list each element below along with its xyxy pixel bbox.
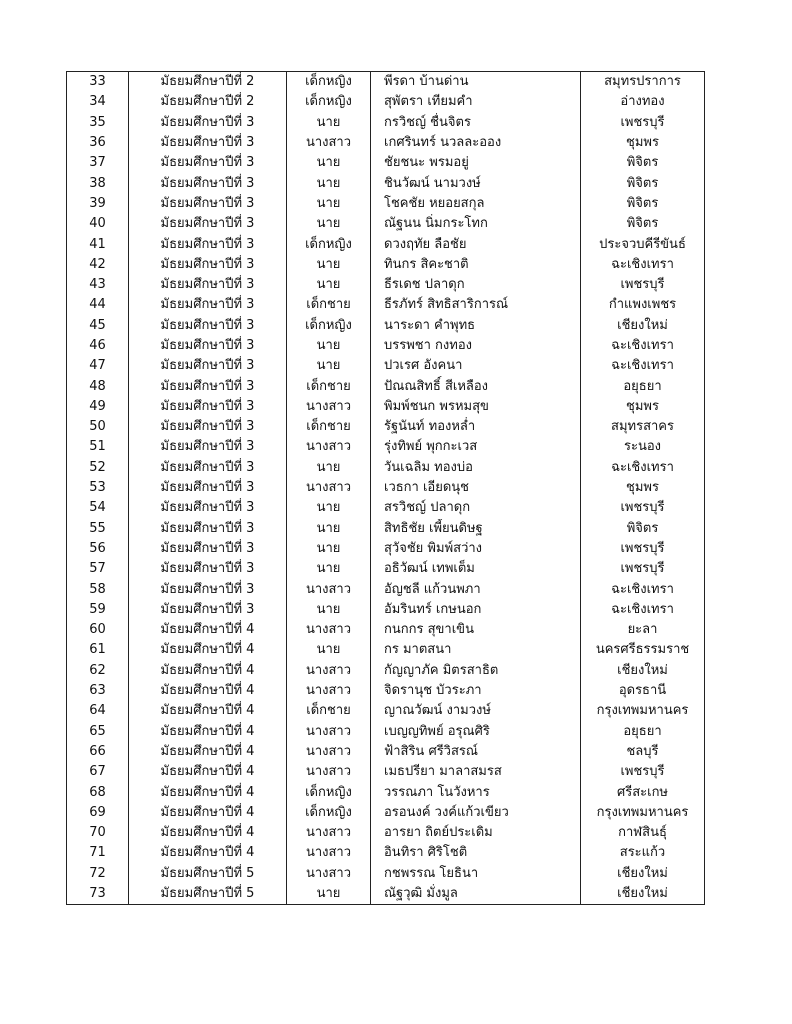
province-cell: สมุทรปราการ (581, 72, 705, 93)
province-cell: พิจิตร (581, 173, 705, 193)
table-row (67, 316, 705, 336)
full-name-cell: ณัฐวุฒิ มั่งมูล (371, 884, 581, 905)
province-cell: ประจวบคีรีขันธ์ (581, 234, 705, 254)
table-row (67, 458, 705, 478)
row-number-cell: 37 (67, 153, 129, 173)
grade-level-cell: มัธยมศึกษาปีที่ 3 (129, 397, 287, 417)
province-cell: กำแพงเพชร (581, 295, 705, 315)
province-cell: กรุงเทพมหานคร (581, 803, 705, 823)
grade-level-cell: มัธยมศึกษาปีที่ 4 (129, 782, 287, 802)
row-number-cell: 42 (67, 255, 129, 275)
name-title-cell: นาย (287, 559, 371, 579)
name-title-cell: นาย (287, 214, 371, 234)
name-title-cell: เด็กหญิง (287, 316, 371, 336)
name-title-cell: นาย (287, 600, 371, 620)
grade-level-cell: มัธยมศึกษาปีที่ 4 (129, 661, 287, 681)
row-number-cell: 56 (67, 539, 129, 559)
grade-level-cell: มัธยมศึกษาปีที่ 3 (129, 336, 287, 356)
name-title-cell: เด็กชาย (287, 295, 371, 315)
grade-level-cell: มัธยมศึกษาปีที่ 5 (129, 864, 287, 884)
name-title-cell: เด็กหญิง (287, 803, 371, 823)
name-title-cell: นางสาว (287, 742, 371, 762)
full-name-cell: อัมรินทร์ เกษนอก (371, 600, 581, 620)
row-number-cell: 67 (67, 762, 129, 782)
row-number-cell: 49 (67, 397, 129, 417)
row-number-cell: 48 (67, 376, 129, 396)
grade-level-cell: มัธยมศึกษาปีที่ 3 (129, 113, 287, 133)
row-number-cell: 65 (67, 722, 129, 742)
row-number-cell: 41 (67, 234, 129, 254)
full-name-cell: กนกกร สุขาเขิน (371, 620, 581, 640)
province-cell: สมุทรสาคร (581, 417, 705, 437)
participant-table-body (67, 72, 705, 905)
table-row (67, 498, 705, 518)
table-row (67, 823, 705, 843)
name-title-cell: นาย (287, 153, 371, 173)
table-row (67, 539, 705, 559)
row-number-cell: 66 (67, 742, 129, 762)
grade-level-cell: มัธยมศึกษาปีที่ 3 (129, 295, 287, 315)
row-number-cell: 36 (67, 133, 129, 153)
row-number-cell: 43 (67, 275, 129, 295)
province-cell: เพชรบุรี (581, 275, 705, 295)
full-name-cell: รัฐนันท์ ทองหล่ำ (371, 417, 581, 437)
full-name-cell: เบญญทิพย์ อรุณศิริ (371, 722, 581, 742)
province-cell: ยะลา (581, 620, 705, 640)
province-cell: ศรีสะเกษ (581, 782, 705, 802)
table-row (67, 336, 705, 356)
province-cell: ชุมพร (581, 133, 705, 153)
province-cell: อยุธยา (581, 376, 705, 396)
table-row (67, 661, 705, 681)
name-title-cell: นาย (287, 498, 371, 518)
table-row (67, 600, 705, 620)
table-row (67, 397, 705, 417)
province-cell: สระแก้ว (581, 843, 705, 863)
grade-level-cell: มัธยมศึกษาปีที่ 4 (129, 762, 287, 782)
full-name-cell: ญาณวัฒน์ งามวงษ์ (371, 701, 581, 721)
grade-level-cell: มัธยมศึกษาปีที่ 5 (129, 884, 287, 905)
province-cell: เพชรบุรี (581, 559, 705, 579)
table-row (67, 701, 705, 721)
grade-level-cell: มัธยมศึกษาปีที่ 3 (129, 478, 287, 498)
row-number-cell: 57 (67, 559, 129, 579)
row-number-cell: 53 (67, 478, 129, 498)
row-number-cell: 60 (67, 620, 129, 640)
row-number-cell: 34 (67, 92, 129, 112)
name-title-cell: เด็กหญิง (287, 72, 371, 93)
full-name-cell: ธีรภัทร์ สิทธิสาริการณ์ (371, 295, 581, 315)
row-number-cell: 71 (67, 843, 129, 863)
full-name-cell: สุพัตรา เทียมคำ (371, 92, 581, 112)
grade-level-cell: มัธยมศึกษาปีที่ 3 (129, 417, 287, 437)
name-title-cell: นาย (287, 458, 371, 478)
province-cell: เชียงใหม่ (581, 884, 705, 905)
province-cell: เชียงใหม่ (581, 316, 705, 336)
full-name-cell: พิมพ์ชนก พรหมสุข (371, 397, 581, 417)
province-cell: อยุธยา (581, 722, 705, 742)
full-name-cell: อรอนงค์ วงค์แก้วเขียว (371, 803, 581, 823)
grade-level-cell: มัธยมศึกษาปีที่ 4 (129, 620, 287, 640)
full-name-cell: โชคชัย หยอยสกุล (371, 194, 581, 214)
grade-level-cell: มัธยมศึกษาปีที่ 3 (129, 539, 287, 559)
table-row (67, 742, 705, 762)
name-title-cell: เด็กชาย (287, 376, 371, 396)
grade-level-cell: มัธยมศึกษาปีที่ 3 (129, 133, 287, 153)
table-row (67, 173, 705, 193)
grade-level-cell: มัธยมศึกษาปีที่ 4 (129, 722, 287, 742)
full-name-cell: ชัยชนะ พรมอยู่ (371, 153, 581, 173)
province-cell: เชียงใหม่ (581, 864, 705, 884)
name-title-cell: เด็กชาย (287, 701, 371, 721)
name-title-cell: นางสาว (287, 478, 371, 498)
row-number-cell: 63 (67, 681, 129, 701)
full-name-cell: พีรดา บ้านด่าน (371, 72, 581, 93)
name-title-cell: นาย (287, 539, 371, 559)
name-title-cell: นาย (287, 275, 371, 295)
row-number-cell: 33 (67, 72, 129, 93)
grade-level-cell: มัธยมศึกษาปีที่ 3 (129, 173, 287, 193)
name-title-cell: นางสาว (287, 823, 371, 843)
province-cell: เพชรบุรี (581, 762, 705, 782)
table-row (67, 92, 705, 112)
full-name-cell: กรวิชญ์ ชื่นจิตร (371, 113, 581, 133)
table-row (67, 579, 705, 599)
row-number-cell: 51 (67, 437, 129, 457)
province-cell: ชุมพร (581, 478, 705, 498)
name-title-cell: นาย (287, 173, 371, 193)
full-name-cell: ปวเรศ อังคนา (371, 356, 581, 376)
full-name-cell: กัญญาภัค มิตรสาธิต (371, 661, 581, 681)
full-name-cell: จิดรานุช บัวระภา (371, 681, 581, 701)
grade-level-cell: มัธยมศึกษาปีที่ 3 (129, 194, 287, 214)
table-row (67, 113, 705, 133)
province-cell: ระนอง (581, 437, 705, 457)
table-row (67, 295, 705, 315)
row-number-cell: 59 (67, 600, 129, 620)
province-cell: พิจิตร (581, 519, 705, 539)
name-title-cell: นาย (287, 194, 371, 214)
row-number-cell: 73 (67, 884, 129, 905)
name-title-cell: นาย (287, 336, 371, 356)
grade-level-cell: มัธยมศึกษาปีที่ 4 (129, 742, 287, 762)
grade-level-cell: มัธยมศึกษาปีที่ 3 (129, 234, 287, 254)
grade-level-cell: มัธยมศึกษาปีที่ 4 (129, 823, 287, 843)
row-number-cell: 58 (67, 579, 129, 599)
table-row (67, 255, 705, 275)
row-number-cell: 45 (67, 316, 129, 336)
province-cell: นครศรีธรรมราช (581, 640, 705, 660)
name-title-cell: นาย (287, 519, 371, 539)
table-row (67, 275, 705, 295)
full-name-cell: เกศรินทร์ นวลละออง (371, 133, 581, 153)
row-number-cell: 62 (67, 661, 129, 681)
province-cell: ฉะเชิงเทรา (581, 579, 705, 599)
full-name-cell: นาระดา คำพุทธ (371, 316, 581, 336)
participant-table (66, 71, 705, 905)
row-number-cell: 72 (67, 864, 129, 884)
full-name-cell: อธิวัฒน์ เทพเต็ม (371, 559, 581, 579)
table-row (67, 234, 705, 254)
grade-level-cell: มัธยมศึกษาปีที่ 3 (129, 316, 287, 336)
table-row (67, 214, 705, 234)
province-cell: กาฬสินธุ์ (581, 823, 705, 843)
grade-level-cell: มัธยมศึกษาปีที่ 2 (129, 92, 287, 112)
table-row (67, 640, 705, 660)
province-cell: ฉะเชิงเทรา (581, 255, 705, 275)
row-number-cell: 61 (67, 640, 129, 660)
grade-level-cell: มัธยมศึกษาปีที่ 4 (129, 803, 287, 823)
name-title-cell: นางสาว (287, 762, 371, 782)
name-title-cell: เด็กชาย (287, 417, 371, 437)
full-name-cell: อัญชลี แก้วนพภา (371, 579, 581, 599)
table-row (67, 722, 705, 742)
full-name-cell: ดวงฤทัย ลือชัย (371, 234, 581, 254)
row-number-cell: 44 (67, 295, 129, 315)
table-row (67, 681, 705, 701)
full-name-cell: ทินกร สิคะชาติ (371, 255, 581, 275)
province-cell: อ่างทอง (581, 92, 705, 112)
row-number-cell: 40 (67, 214, 129, 234)
full-name-cell: วรรณภา โนวังหาร (371, 782, 581, 802)
grade-level-cell: มัธยมศึกษาปีที่ 3 (129, 498, 287, 518)
row-number-cell: 47 (67, 356, 129, 376)
name-title-cell: นางสาว (287, 579, 371, 599)
full-name-cell: กร มาตสนา (371, 640, 581, 660)
table-row (67, 376, 705, 396)
grade-level-cell: มัธยมศึกษาปีที่ 3 (129, 275, 287, 295)
grade-level-cell: มัธยมศึกษาปีที่ 3 (129, 579, 287, 599)
full-name-cell: เวธกา เอียดนุช (371, 478, 581, 498)
table-row (67, 72, 705, 93)
full-name-cell: บรรพชา กงทอง (371, 336, 581, 356)
full-name-cell: อารยา ถิตย์ประเดิม (371, 823, 581, 843)
row-number-cell: 70 (67, 823, 129, 843)
province-cell: ชลบุรี (581, 742, 705, 762)
grade-level-cell: มัธยมศึกษาปีที่ 3 (129, 519, 287, 539)
grade-level-cell: มัธยมศึกษาปีที่ 4 (129, 701, 287, 721)
province-cell: เพชรบุรี (581, 113, 705, 133)
table-row (67, 478, 705, 498)
grade-level-cell: มัธยมศึกษาปีที่ 4 (129, 681, 287, 701)
province-cell: กรุงเทพมหานคร (581, 701, 705, 721)
full-name-cell: วันเฉลิม ทองบ่อ (371, 458, 581, 478)
name-title-cell: นางสาว (287, 620, 371, 640)
table-row (67, 417, 705, 437)
table-row (67, 782, 705, 802)
row-number-cell: 69 (67, 803, 129, 823)
table-row (67, 803, 705, 823)
row-number-cell: 35 (67, 113, 129, 133)
name-title-cell: นางสาว (287, 843, 371, 863)
table-row (67, 762, 705, 782)
full-name-cell: เมธปรียา มาลาสมรส (371, 762, 581, 782)
table-row (67, 519, 705, 539)
table-row (67, 864, 705, 884)
full-name-cell: สรวิชญ์ ปลาดุก (371, 498, 581, 518)
name-title-cell: นางสาว (287, 397, 371, 417)
province-cell: อุดรธานี (581, 681, 705, 701)
table-row (67, 153, 705, 173)
grade-level-cell: มัธยมศึกษาปีที่ 3 (129, 356, 287, 376)
name-title-cell: นาย (287, 255, 371, 275)
name-title-cell: นางสาว (287, 437, 371, 457)
province-cell: เพชรบุรี (581, 539, 705, 559)
table-row (67, 884, 705, 905)
name-title-cell: เด็กหญิง (287, 782, 371, 802)
grade-level-cell: มัธยมศึกษาปีที่ 3 (129, 214, 287, 234)
grade-level-cell: มัธยมศึกษาปีที่ 3 (129, 255, 287, 275)
name-title-cell: นางสาว (287, 661, 371, 681)
name-title-cell: นางสาว (287, 681, 371, 701)
grade-level-cell: มัธยมศึกษาปีที่ 3 (129, 153, 287, 173)
row-number-cell: 38 (67, 173, 129, 193)
province-cell: พิจิตร (581, 153, 705, 173)
grade-level-cell: มัธยมศึกษาปีที่ 3 (129, 437, 287, 457)
full-name-cell: ฟ้าสิริน ศรีวิสรณ์ (371, 742, 581, 762)
province-cell: ฉะเชิงเทรา (581, 600, 705, 620)
table-row (67, 194, 705, 214)
grade-level-cell: มัธยมศึกษาปีที่ 4 (129, 843, 287, 863)
grade-level-cell: มัธยมศึกษาปีที่ 3 (129, 600, 287, 620)
grade-level-cell: มัธยมศึกษาปีที่ 4 (129, 640, 287, 660)
province-cell: พิจิตร (581, 194, 705, 214)
full-name-cell: ชินวัฒน์ นามวงษ์ (371, 173, 581, 193)
name-title-cell: นางสาว (287, 133, 371, 153)
full-name-cell: อินทิรา ศิริโชติ (371, 843, 581, 863)
row-number-cell: 68 (67, 782, 129, 802)
province-cell: ฉะเชิงเทรา (581, 356, 705, 376)
row-number-cell: 52 (67, 458, 129, 478)
full-name-cell: กชพรรณ โยธินา (371, 864, 581, 884)
name-title-cell: นาย (287, 884, 371, 905)
row-number-cell: 55 (67, 519, 129, 539)
full-name-cell: สิทธิชัย เพี้ยนดิษฐ (371, 519, 581, 539)
table-row (67, 356, 705, 376)
grade-level-cell: มัธยมศึกษาปีที่ 3 (129, 559, 287, 579)
full-name-cell: ธีรเดช ปลาดุก (371, 275, 581, 295)
participant-list-sheet (66, 71, 704, 905)
grade-level-cell: มัธยมศึกษาปีที่ 3 (129, 376, 287, 396)
name-title-cell: นางสาว (287, 722, 371, 742)
row-number-cell: 50 (67, 417, 129, 437)
name-title-cell: นางสาว (287, 864, 371, 884)
table-row (67, 437, 705, 457)
table-row (67, 843, 705, 863)
province-cell: ฉะเชิงเทรา (581, 336, 705, 356)
full-name-cell: ปัณณสิทธิ์ สีเหลือง (371, 376, 581, 396)
full-name-cell: ณัฐนน นิ่มกระโทก (371, 214, 581, 234)
name-title-cell: นาย (287, 113, 371, 133)
row-number-cell: 39 (67, 194, 129, 214)
name-title-cell: นาย (287, 356, 371, 376)
row-number-cell: 54 (67, 498, 129, 518)
table-row (67, 620, 705, 640)
province-cell: พิจิตร (581, 214, 705, 234)
province-cell: ฉะเชิงเทรา (581, 458, 705, 478)
full-name-cell: รุ่งทิพย์ พุกกะเวส (371, 437, 581, 457)
province-cell: เพชรบุรี (581, 498, 705, 518)
province-cell: ชุมพร (581, 397, 705, 417)
grade-level-cell: มัธยมศึกษาปีที่ 2 (129, 72, 287, 93)
row-number-cell: 64 (67, 701, 129, 721)
table-row (67, 133, 705, 153)
row-number-cell: 46 (67, 336, 129, 356)
name-title-cell: เด็กหญิง (287, 92, 371, 112)
province-cell: เชียงใหม่ (581, 661, 705, 681)
name-title-cell: เด็กหญิง (287, 234, 371, 254)
name-title-cell: นาย (287, 640, 371, 660)
table-row (67, 559, 705, 579)
grade-level-cell: มัธยมศึกษาปีที่ 3 (129, 458, 287, 478)
full-name-cell: สุวัจชัย พิมพ์สว่าง (371, 539, 581, 559)
